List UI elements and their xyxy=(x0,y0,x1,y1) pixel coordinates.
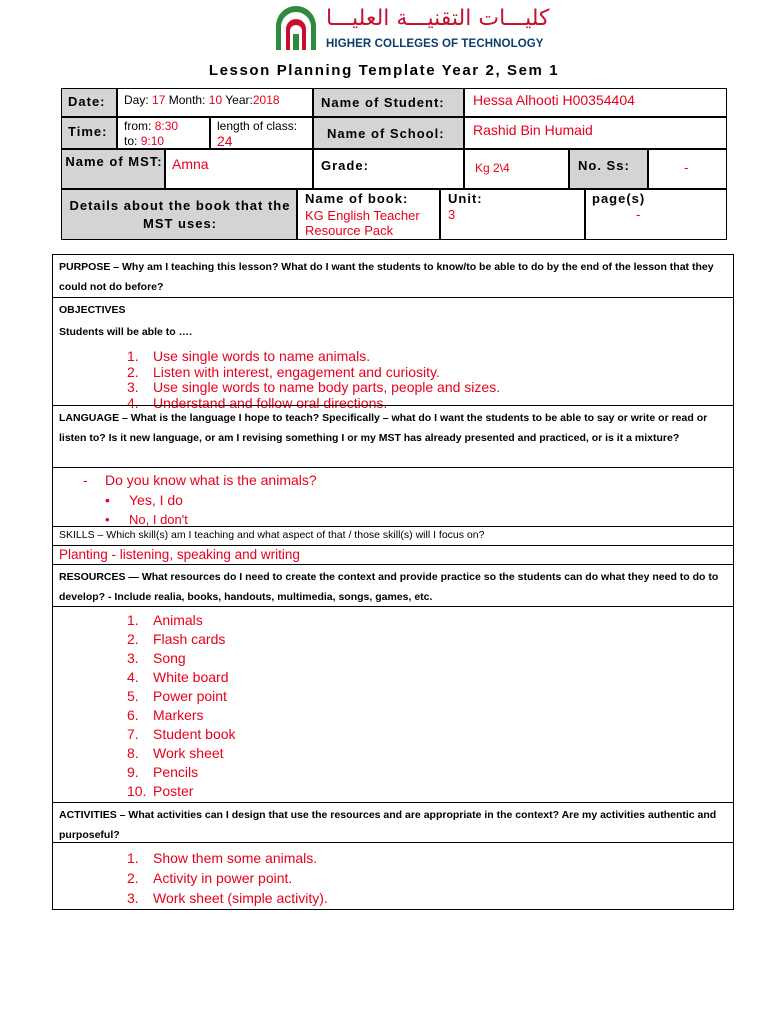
pages-label: page(s) xyxy=(592,191,646,206)
day-label: Day: xyxy=(124,93,149,107)
ss-value-cell xyxy=(648,149,727,189)
school-label: Name of School: xyxy=(327,126,445,141)
year-value: 2018 xyxy=(252,93,280,107)
school-value-cell xyxy=(464,117,727,149)
list-item: 4. White board xyxy=(127,669,229,685)
list-item: 6. Markers xyxy=(127,707,204,723)
activities-row xyxy=(53,802,733,842)
purpose-row xyxy=(53,255,733,297)
year-label: Year: xyxy=(225,93,253,107)
activities-answer-row xyxy=(53,842,733,909)
ss-label: No. Ss: xyxy=(578,158,630,173)
grade-value: Kg 2\4 xyxy=(475,161,510,175)
mst-label: Name of MST: xyxy=(65,154,163,169)
skills-answer-row xyxy=(53,545,733,564)
list-item: 2. Flash cards xyxy=(127,631,226,647)
ss-value: - xyxy=(684,160,689,175)
objectives-list xyxy=(53,349,733,411)
list-item: 7. Student book xyxy=(127,726,236,742)
from-time: 8:30 xyxy=(154,119,179,133)
resources-question: RESOURCES — What resources do I need to create the context and provide practice so the students can do what they need to do to develop? - Include realia, books, handouts, multimedia, songs, games, etc. xyxy=(59,571,719,603)
list-item: 2. Activity in power point. xyxy=(127,870,293,886)
skills-row xyxy=(53,526,733,545)
purpose-question: PURPOSE – Why am I teaching this lesson? What do I want the students to know/to be able to do by the end of the lesson that they could not do before? xyxy=(59,261,714,293)
objectives-heading: OBJECTIVES xyxy=(59,304,126,316)
book-details-label-cell xyxy=(61,189,297,240)
objectives-row xyxy=(53,297,733,411)
unit-cell xyxy=(440,189,585,240)
grade-label-cell xyxy=(313,149,464,189)
list-item: 1. Animals xyxy=(127,612,203,628)
book-label: Name of book: xyxy=(305,191,409,206)
length-label: length of class: xyxy=(217,119,298,133)
hct-logo-icon xyxy=(272,4,320,52)
list-item: 1. Use single words to name animals. xyxy=(127,348,371,364)
pages-value: - xyxy=(636,207,641,222)
school-name: Rashid Bin Humaid xyxy=(473,122,593,138)
book-name: KG English Teacher Resource Pack xyxy=(305,208,420,238)
pages-cell xyxy=(585,189,727,240)
list-item: 8. Work sheet xyxy=(127,745,224,761)
list-item: • Yes, I do xyxy=(105,492,183,508)
mst-name: Amna xyxy=(172,156,209,172)
student-name: Hessa Alhooti H00354404 xyxy=(473,92,635,108)
list-item: 1. Show them some animals. xyxy=(127,850,318,866)
mst-value-cell xyxy=(165,149,313,189)
list-item: 2. Listen with interest, engagement and curiosity. xyxy=(127,363,440,380)
time-label: Time: xyxy=(68,124,108,139)
activities-list xyxy=(53,848,733,908)
language-answer-row xyxy=(53,467,733,526)
grade-label: Grade: xyxy=(321,158,369,173)
length-value: 24 xyxy=(217,133,233,149)
month-label: Month: xyxy=(168,93,206,107)
language-row xyxy=(53,405,733,467)
date-label-cell xyxy=(61,88,117,117)
skills-question: SKILLS – Which skill(s) am I teaching and what aspect of that / those skill(s) will I focus on? xyxy=(59,529,485,541)
page-title: Lesson Planning Template Year 2, Sem 1 xyxy=(208,62,560,79)
resources-answer-row xyxy=(53,606,733,802)
language-question: LANGUAGE – What is the language I hope to teach? Specifically – what do I want the students to be able to say or write or read or listen to? Is it new language, or am I revising something I or my MST has already presented and practiced, or is it a mixture? xyxy=(59,412,708,444)
unit-label: Unit: xyxy=(448,191,483,206)
list-item: 9. Pencils xyxy=(127,764,199,780)
list-item: 3. Song xyxy=(127,650,186,666)
school-label-cell xyxy=(313,117,464,149)
book-details-label: Details about the book that the MST uses: xyxy=(69,198,291,231)
language-dash-item: - Do you know what is the animals? xyxy=(83,472,317,488)
day-value: 17 xyxy=(152,93,166,107)
list-item: • No, I don't xyxy=(105,512,188,527)
list-item: 3. Use single words to name body parts, people and sizes. xyxy=(127,379,501,395)
list-item: 4. Understand and follow oral directions. xyxy=(127,394,388,411)
institution-name: HIGHER COLLEGES OF TECHNOLOGY xyxy=(326,38,544,50)
student-label-cell xyxy=(313,88,464,117)
length-cell xyxy=(210,117,313,149)
unit-value: 3 xyxy=(448,207,456,222)
date-label: Date: xyxy=(68,94,106,109)
list-item: 10. Poster xyxy=(127,783,194,799)
book-name-cell xyxy=(297,189,440,240)
objectives-intro: Students will be able to …. xyxy=(59,326,193,338)
list-item: 5. Power point xyxy=(127,688,227,704)
student-label: Name of Student: xyxy=(321,95,445,110)
skills-answer: Planting - listening, speaking and writing xyxy=(59,547,300,562)
arabic-institution-name: كليـــات التقنيـــة العليـــا xyxy=(326,6,550,31)
ss-label-cell xyxy=(569,149,648,189)
resources-row xyxy=(53,564,733,606)
list-item: 3. Work sheet (simple activity). xyxy=(127,890,328,906)
time-value-cell xyxy=(117,117,210,149)
from-label: from: xyxy=(124,119,152,133)
date-value-cell xyxy=(117,88,313,117)
lesson-plan-table xyxy=(52,254,734,910)
month-value: 10 xyxy=(208,93,223,107)
resources-list xyxy=(53,611,733,801)
grade-value-cell xyxy=(464,149,569,189)
time-label-cell xyxy=(61,117,117,149)
student-value-cell xyxy=(464,88,727,117)
to-time: 9:10 xyxy=(140,134,165,148)
to-label: to: xyxy=(124,134,138,148)
activities-question: ACTIVITIES – What activities can I design that use the resources and are appropriate in the context? Are my activities authentic and purposeful? xyxy=(59,809,717,841)
mst-label-cell xyxy=(61,149,165,189)
